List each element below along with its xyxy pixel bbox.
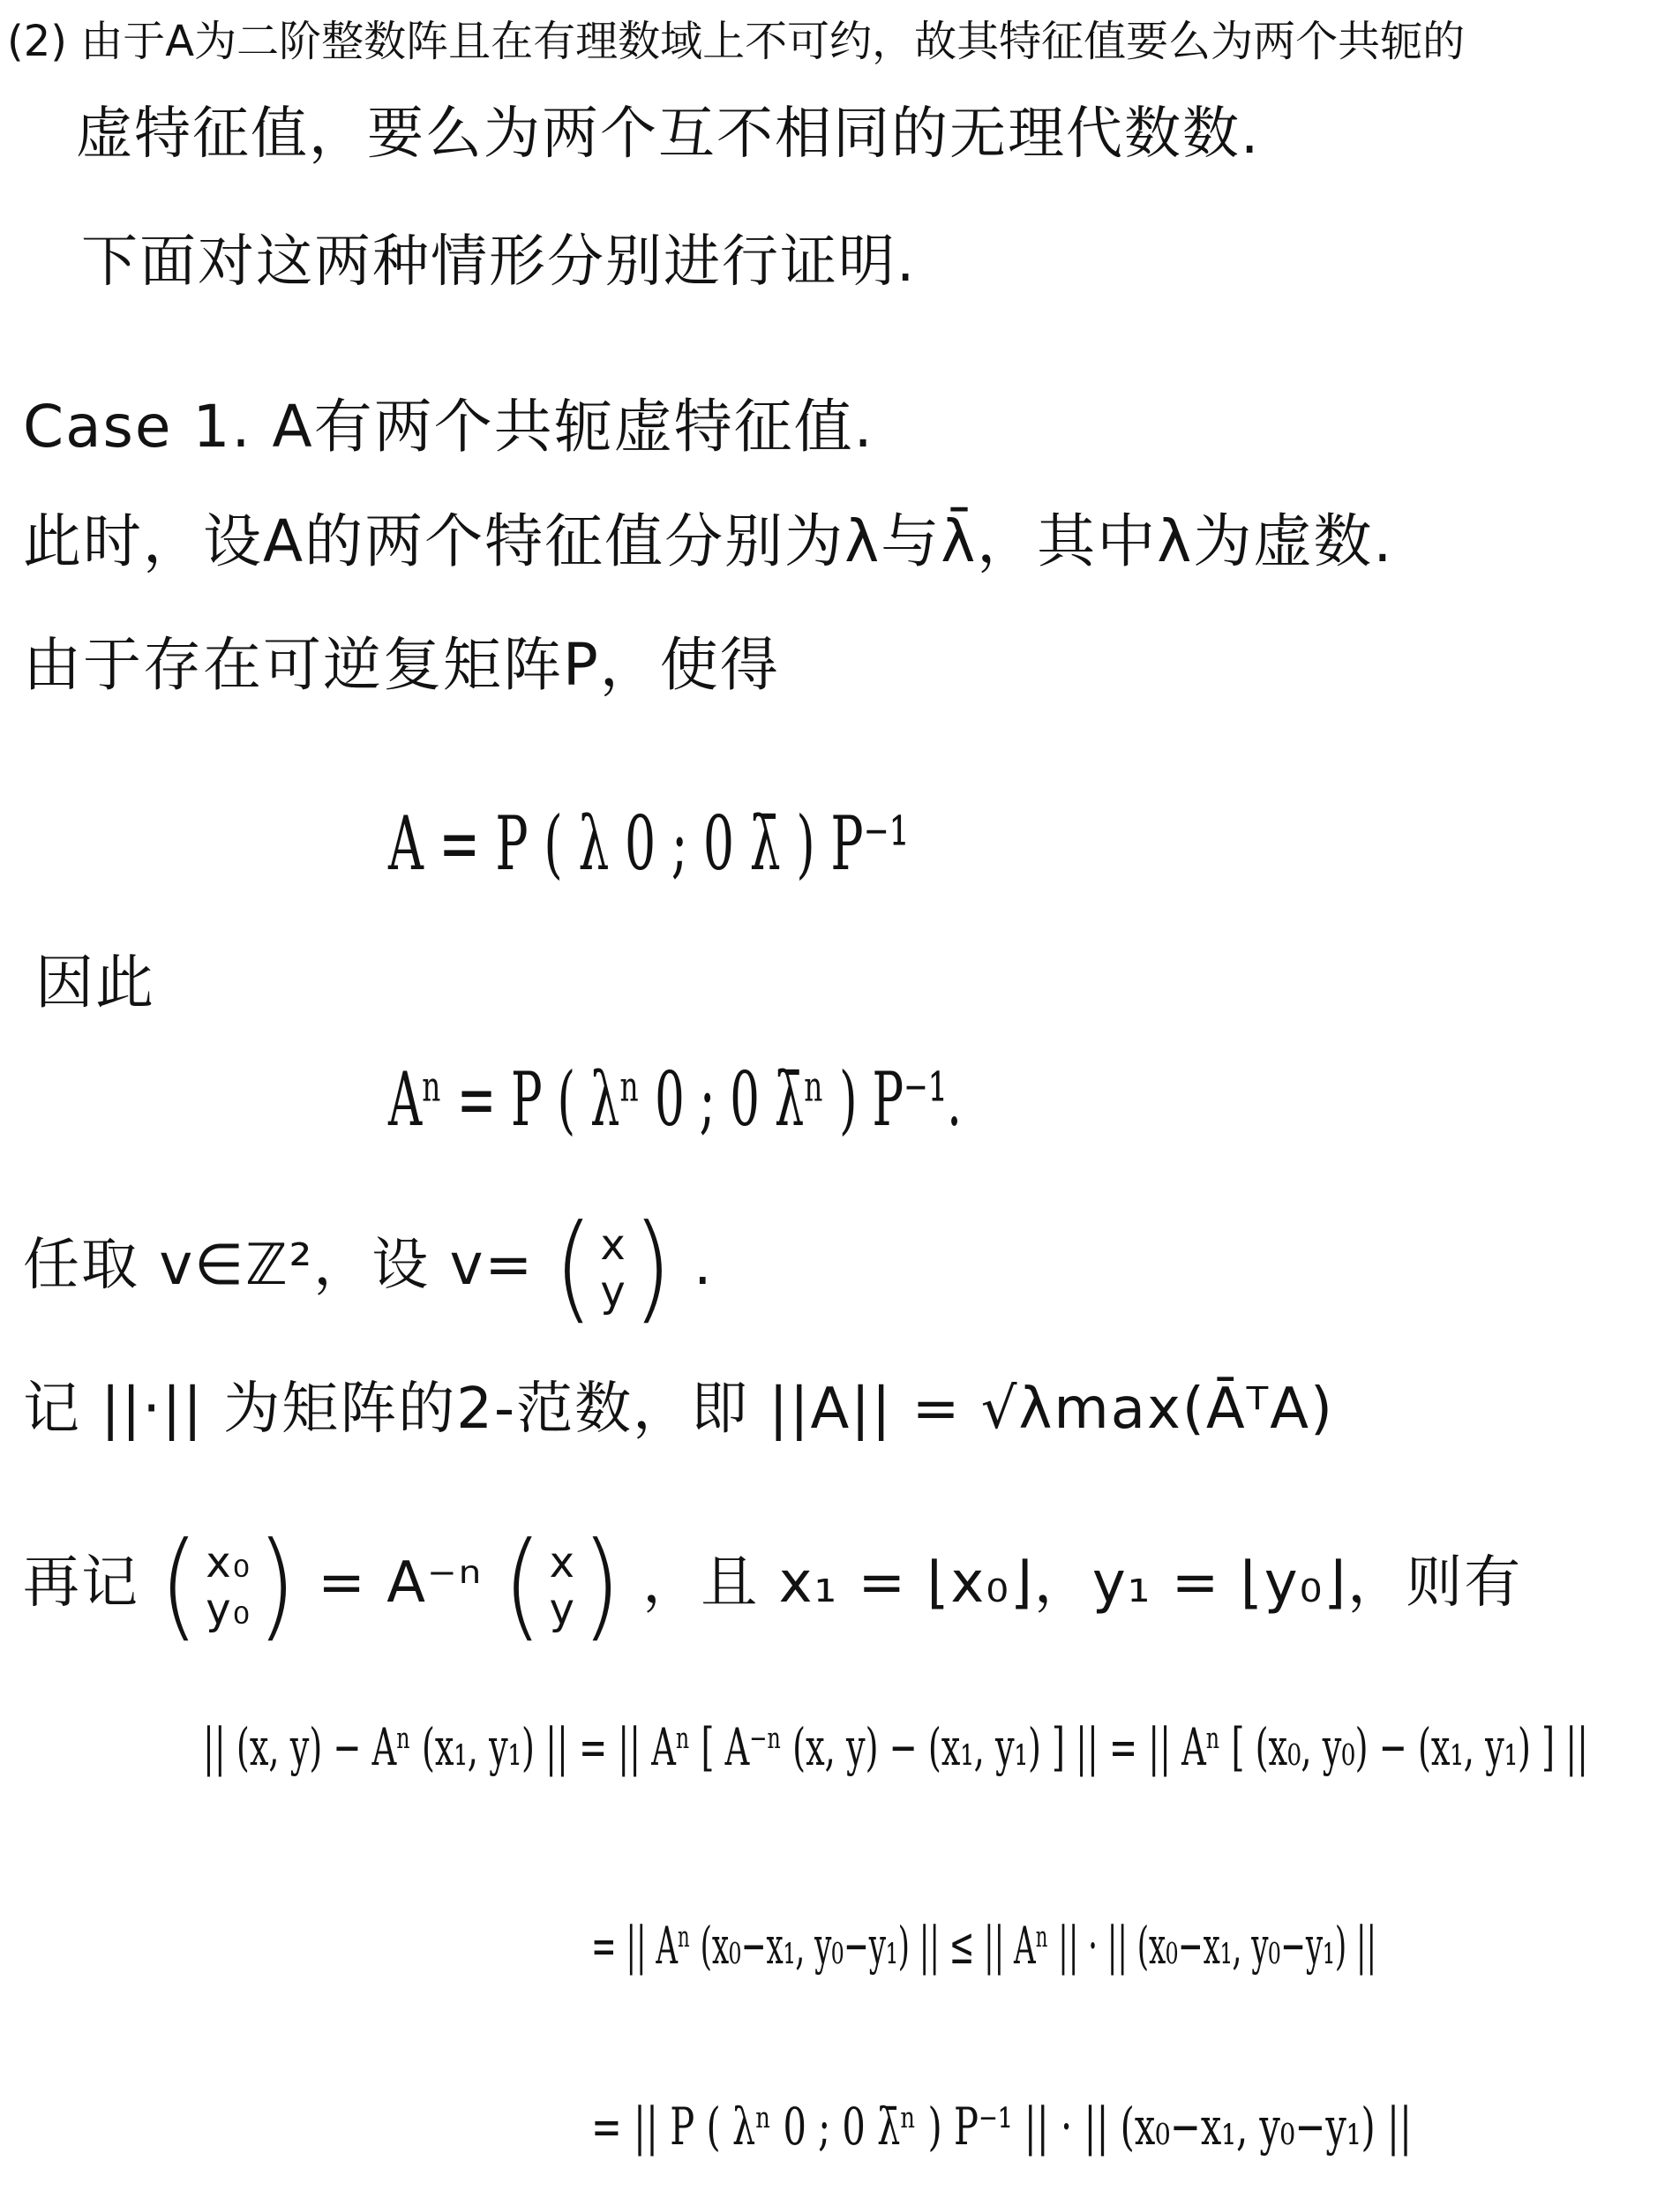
eq3-row1-text: || (x, y) − Aⁿ (x₁, y₁) || = || Aⁿ [ A⁻ⁿ (x, y) − (x₁, y₁) ] || = || Aⁿ [ (x₀, y₀) − (x₁, y₁) ] || <box>203 1717 1588 1777</box>
vec-y0: y₀ <box>206 1584 251 1634</box>
rounding-prefix: 再记 <box>23 1550 139 1617</box>
rounding-definition <box>23 1517 1523 1654</box>
vector-xy-2: ( x y ) <box>502 1517 623 1654</box>
eq1-text: A = P ( λ 0 ; 0 λ̄ ) P⁻¹ <box>387 800 909 887</box>
choose-vector-line: 任取 v∈ℤ²，设 v= ( x y ) . <box>23 1199 714 1336</box>
eq2-text: Aⁿ = P ( λⁿ 0 ; 0 λ̄ⁿ ) P⁻¹. <box>387 1056 962 1143</box>
case-1-heading: Case 1. A有两个共轭虚特征值. <box>23 393 874 461</box>
diagonalization-statement: 由于存在可逆复矩阵P，使得 <box>23 631 780 699</box>
vec-y: y <box>600 1266 627 1317</box>
vector-xy: ( x y ) <box>553 1199 674 1336</box>
equation-power <box>379 1015 979 1191</box>
eigenvalue-statement: 此时，设A的两个特征值分别为λ与λ̄，其中λ为虚数. <box>23 507 1394 575</box>
rounding-suffix: ，且 x₁ = ⌊x₀⌋，y₁ = ⌊y₀⌋，则有 <box>642 1550 1523 1617</box>
rounding-mid: = A⁻ⁿ <box>318 1550 484 1617</box>
choose-vector-text: 任取 v∈ℤ²，设 v= <box>23 1233 535 1299</box>
vec-x0: x₀ <box>206 1537 251 1587</box>
vector-x0y0: ( x₀ y₀ ) <box>159 1517 298 1654</box>
vec-x: x <box>600 1219 627 1270</box>
eq3-row2-text: = || Aⁿ (x₀−x₁, y₀−y₁) || ≤ || Aⁿ || · || (x₀−x₁, y₀−y₁) || <box>591 1916 1376 1976</box>
equation-diagonalization <box>379 759 926 935</box>
therefore-label: 因此 <box>35 949 155 1017</box>
intro-line-3: 下面对这两种情形分别进行证明. <box>81 229 917 295</box>
estimate-row-1 <box>194 1677 1606 1818</box>
estimate-row-2 <box>582 1880 1394 2012</box>
intro-line-2: 虚特征值，要么为两个互不相同的无理代数数. <box>76 101 1261 167</box>
vec-x-2: x <box>549 1537 576 1587</box>
intro-line-1: (2) 由于A为二阶整数阵且在有理数域上不可约，故其特征值要么为两个共轭的 <box>7 17 1466 66</box>
norm-definition: 记 ||·|| 为矩阵的2-范数，即 ||A|| = √λmax(ĀᵀA) <box>23 1377 1334 1442</box>
eq3-row3-text: = || P ( λⁿ 0 ; 0 λ̄ⁿ ) P⁻¹ || · || (x₀−x₁, y₀−y₁) || <box>591 2097 1412 2157</box>
vec-y-2: y <box>549 1584 576 1634</box>
estimate-row-3 <box>582 2056 1429 2197</box>
